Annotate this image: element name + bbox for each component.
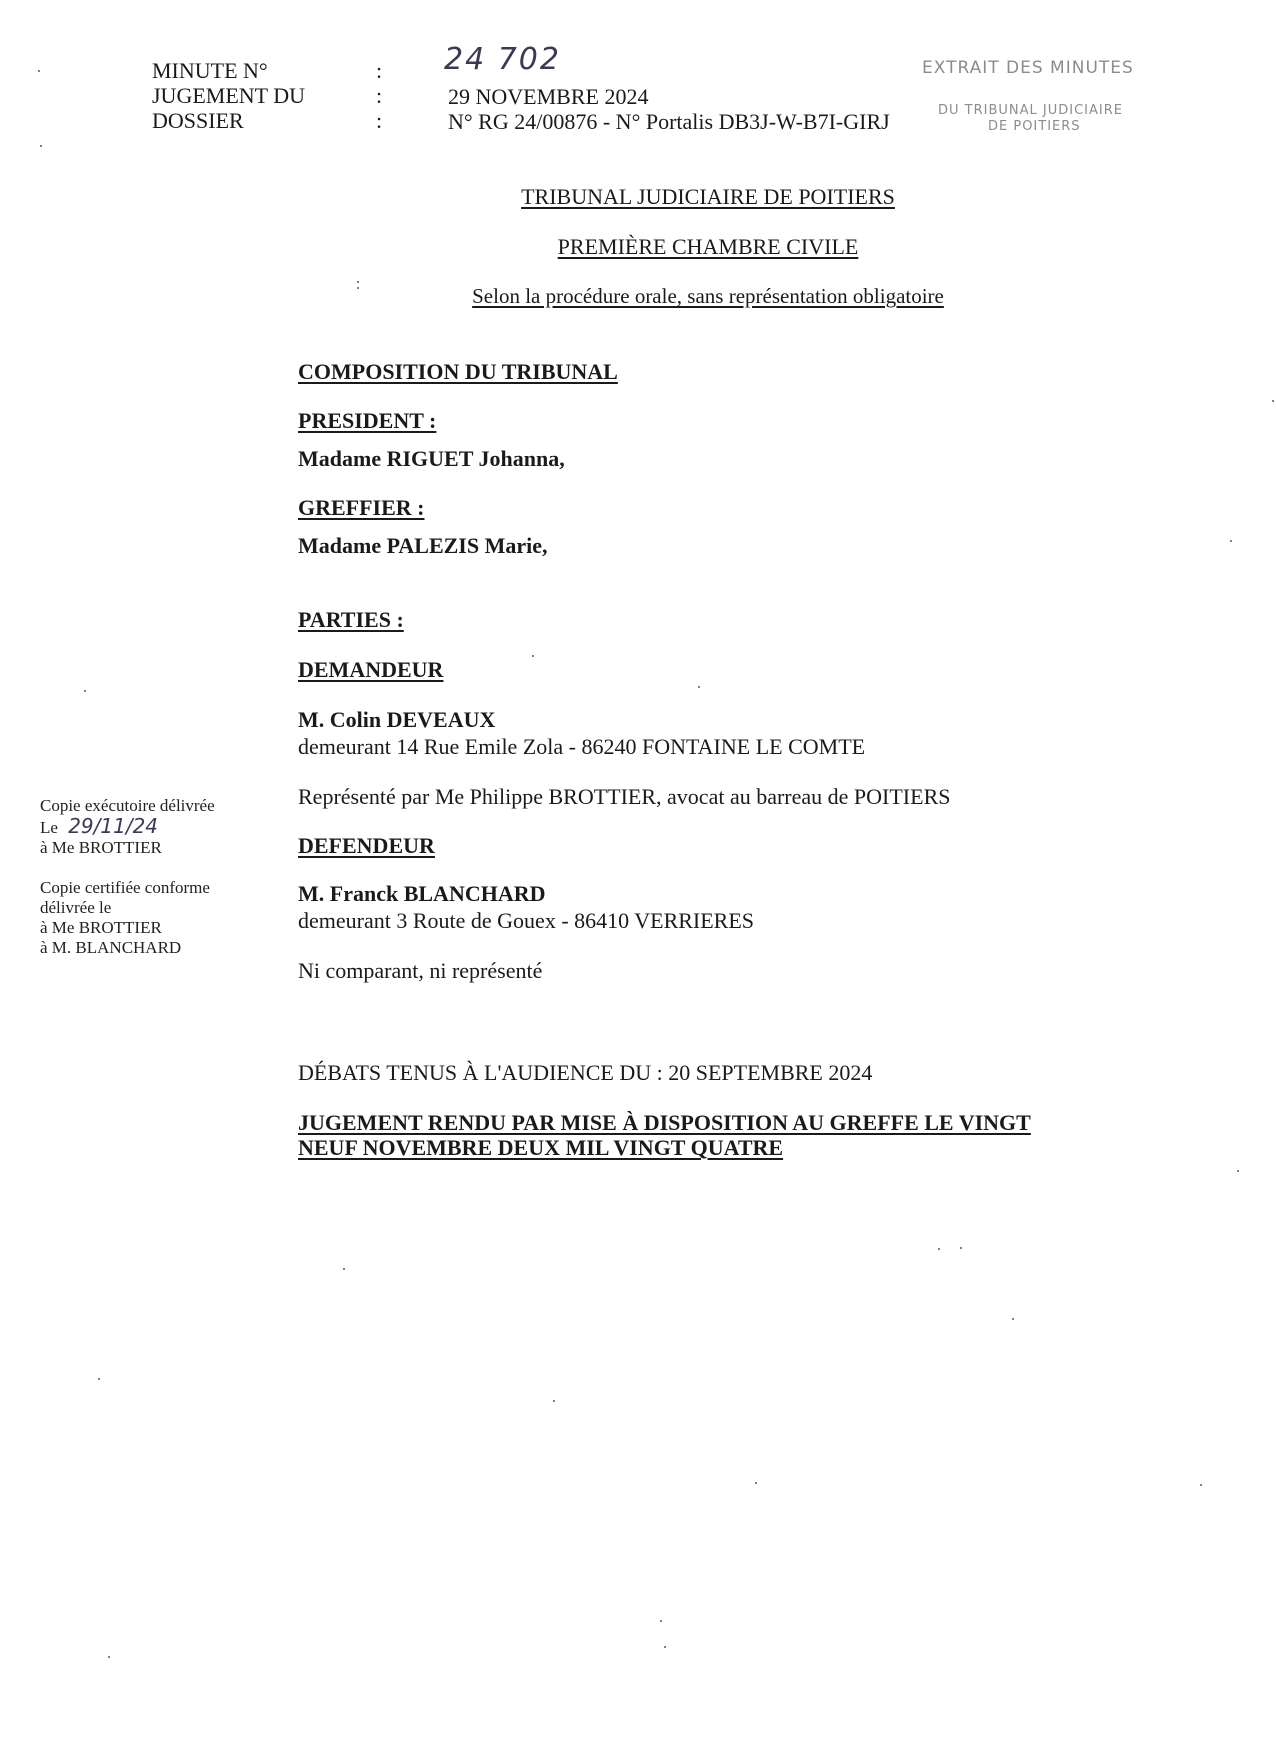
copie-executoire-recipient: à Me BROTTIER [40,838,162,857]
stamp-line-3: DE POITIERS [988,119,1081,134]
chamber-name: PREMIÈRE CHAMBRE CIVILE [557,234,859,259]
copie-certifiee-delivree: délivrée le [40,898,112,917]
copie-certifiee-recipient-1: à Me BROTTIER [40,918,162,937]
header-separators [376,58,382,133]
separator: : [376,83,383,108]
debats-line: DÉBATS TENUS À L'AUDIENCE DU : 20 SEPTEMBRE 2024 [298,1060,873,1085]
copie-executoire-note [40,796,215,858]
jugement-du-label: JUGEMENT DU [152,83,305,108]
copie-certifiee-label: Copie certifiée conforme [40,878,210,897]
separator: : [376,58,383,83]
header-values [448,84,890,134]
court-name: TRIBUNAL JUDICIAIRE DE POITIERS [521,184,895,209]
jugement-line-1: JUGEMENT RENDU PAR MISE À DISPOSITION AU GREFFE LE VINGT [298,1110,1031,1135]
demandeur-label: DEMANDEUR [298,657,444,682]
stamp-line-1: EXTRAIT DES MINUTES [922,58,1134,78]
demandeur-address: demeurant 14 Rue Emile Zola - 86240 FONTAINE LE COMTE [298,734,866,759]
composition-heading: COMPOSITION DU TRIBUNAL [298,359,618,384]
greffier-label: GREFFIER : [298,495,425,520]
copie-executoire-le: Le [40,818,58,837]
judgement-date: 29 NOVEMBRE 2024 [448,84,649,109]
minute-label: MINUTE N° [152,58,268,83]
dossier-number: N° RG 24/00876 - N° Portalis DB3J-W-B7I-GIRJ [448,109,890,134]
president-name: Madame RIGUET Johanna, [298,446,565,471]
defendeur-name: M. Franck BLANCHARD [298,881,546,906]
copie-certifiee-recipient-2: à M. BLANCHARD [40,938,182,957]
header-labels [152,58,305,133]
demandeur-representation: Représenté par Me Philippe BROTTIER, avocat au barreau de POITIERS [298,784,951,809]
minute-number-handwritten: 24 702 [444,42,561,77]
defendeur-label: DEFENDEUR [298,833,435,858]
copie-executoire-label: Copie exécutoire délivrée [40,796,215,815]
copie-certifiee-note [40,878,210,958]
copie-executoire-date-line [40,816,215,838]
defendeur-address: demeurant 3 Route de Gouex - 86410 VERRIERES [298,908,755,933]
jugement-block [298,1110,1031,1160]
greffier-name: Madame PALEZIS Marie, [298,533,548,558]
jugement-line-2: NEUF NOVEMBRE DEUX MIL VINGT QUATRE [298,1135,784,1160]
procedure-line: Selon la procédure orale, sans représentation obligatoire [472,284,944,308]
copie-executoire-date-handwritten: 29/11/24 [68,814,159,838]
separator: : [376,108,383,133]
president-label: PRESIDENT : [298,408,437,433]
stamp-line-2: DU TRIBUNAL JUDICIAIRE [938,103,1123,118]
demandeur-name: M. Colin DEVEAUX [298,707,496,732]
defendeur-status: Ni comparant, ni représenté [298,958,543,983]
parties-heading: PARTIES : [298,607,404,632]
dossier-label: DOSSIER [152,108,244,133]
